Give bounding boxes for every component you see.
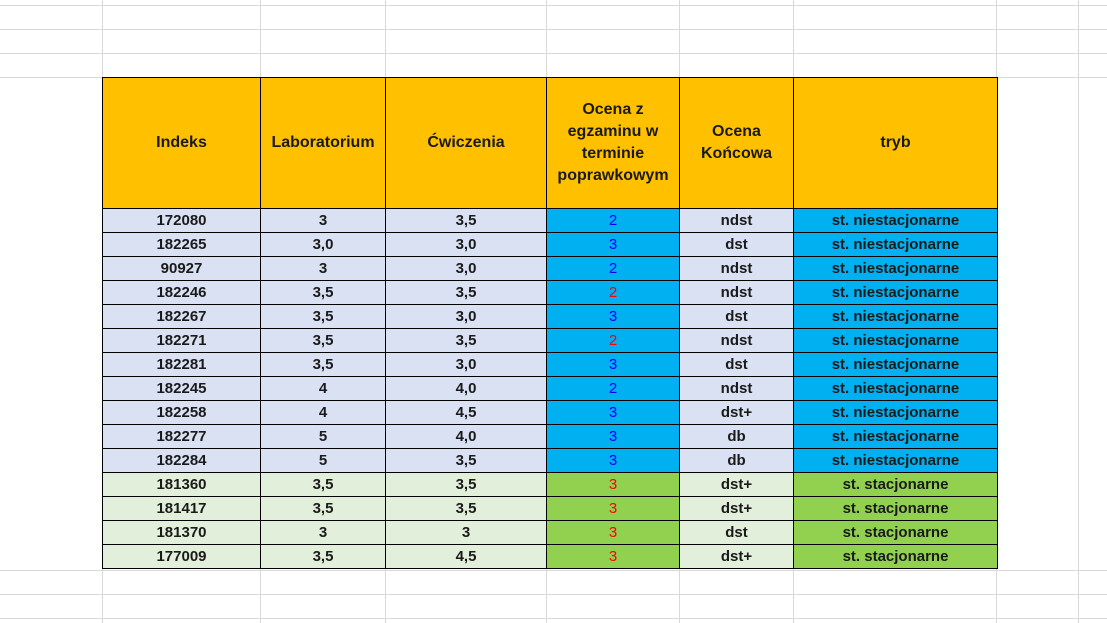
indeks-cell[interactable]: 181370 bbox=[103, 521, 261, 545]
exam-grade-cell[interactable]: 3 bbox=[547, 497, 680, 521]
laboratorium-cell[interactable]: 3,5 bbox=[261, 353, 386, 377]
tryb-cell[interactable]: st. niestacjonarne bbox=[794, 233, 998, 257]
tryb-cell[interactable]: st. niestacjonarne bbox=[794, 401, 998, 425]
indeks-cell[interactable]: 177009 bbox=[103, 545, 261, 569]
cwiczenia-cell[interactable]: 4,0 bbox=[386, 425, 547, 449]
exam-grade-cell[interactable]: 3 bbox=[547, 305, 680, 329]
header-laboratorium[interactable]: Laboratorium bbox=[261, 78, 386, 209]
laboratorium-cell[interactable]: 3 bbox=[261, 209, 386, 233]
header-indeks[interactable]: Indeks bbox=[103, 78, 261, 209]
cwiczenia-cell[interactable]: 3,5 bbox=[386, 449, 547, 473]
exam-grade-cell[interactable]: 3 bbox=[547, 545, 680, 569]
table-row bbox=[103, 425, 998, 449]
header-row bbox=[103, 78, 998, 209]
final-grade-cell[interactable]: dst bbox=[680, 521, 794, 545]
final-grade-cell[interactable]: db bbox=[680, 425, 794, 449]
exam-grade-cell[interactable]: 2 bbox=[547, 329, 680, 353]
table-row bbox=[103, 521, 998, 545]
laboratorium-cell[interactable]: 3,5 bbox=[261, 305, 386, 329]
indeks-cell[interactable]: 182271 bbox=[103, 329, 261, 353]
cwiczenia-cell[interactable]: 3,5 bbox=[386, 473, 547, 497]
header-exam-grade[interactable]: Ocena z egzaminu w terminie poprawkowym bbox=[547, 78, 680, 209]
cwiczenia-cell[interactable]: 3 bbox=[386, 521, 547, 545]
final-grade-cell[interactable]: dst+ bbox=[680, 497, 794, 521]
final-grade-cell[interactable]: db bbox=[680, 449, 794, 473]
exam-grade-cell[interactable]: 3 bbox=[547, 473, 680, 497]
tryb-cell[interactable]: st. niestacjonarne bbox=[794, 281, 998, 305]
tryb-cell[interactable]: st. niestacjonarne bbox=[794, 329, 998, 353]
table-row bbox=[103, 353, 998, 377]
tryb-cell[interactable]: st. stacjonarne bbox=[794, 521, 998, 545]
indeks-cell[interactable]: 90927 bbox=[103, 257, 261, 281]
table-row bbox=[103, 329, 998, 353]
table-row bbox=[103, 305, 998, 329]
table-row bbox=[103, 473, 998, 497]
laboratorium-cell[interactable]: 5 bbox=[261, 425, 386, 449]
tryb-cell[interactable]: st. niestacjonarne bbox=[794, 305, 998, 329]
tryb-cell[interactable]: st. niestacjonarne bbox=[794, 425, 998, 449]
laboratorium-cell[interactable]: 3,5 bbox=[261, 545, 386, 569]
header-final-grade[interactable]: Ocena Końcowa bbox=[680, 78, 794, 209]
laboratorium-cell[interactable]: 3,5 bbox=[261, 473, 386, 497]
table-row bbox=[103, 449, 998, 473]
final-grade-cell[interactable]: dst bbox=[680, 305, 794, 329]
tryb-cell[interactable]: st. niestacjonarne bbox=[794, 449, 998, 473]
final-grade-cell[interactable]: dst+ bbox=[680, 401, 794, 425]
laboratorium-cell[interactable]: 4 bbox=[261, 401, 386, 425]
cwiczenia-cell[interactable]: 4,5 bbox=[386, 401, 547, 425]
cwiczenia-cell[interactable]: 3,0 bbox=[386, 233, 547, 257]
indeks-cell[interactable]: 181360 bbox=[103, 473, 261, 497]
table-row bbox=[103, 257, 998, 281]
laboratorium-cell[interactable]: 3 bbox=[261, 521, 386, 545]
tryb-cell[interactable]: st. stacjonarne bbox=[794, 545, 998, 569]
tryb-cell[interactable]: st. stacjonarne bbox=[794, 497, 998, 521]
exam-grade-cell[interactable]: 3 bbox=[547, 425, 680, 449]
laboratorium-cell[interactable]: 3,5 bbox=[261, 497, 386, 521]
indeks-cell[interactable]: 172080 bbox=[103, 209, 261, 233]
final-grade-cell[interactable]: dst+ bbox=[680, 545, 794, 569]
cwiczenia-cell[interactable]: 4,0 bbox=[386, 377, 547, 401]
laboratorium-cell[interactable]: 3,5 bbox=[261, 281, 386, 305]
tryb-cell[interactable]: st. niestacjonarne bbox=[794, 257, 998, 281]
tryb-cell[interactable]: st. niestacjonarne bbox=[794, 209, 998, 233]
cwiczenia-cell[interactable]: 3,5 bbox=[386, 209, 547, 233]
exam-grade-cell[interactable]: 3 bbox=[547, 353, 680, 377]
final-grade-cell[interactable]: dst+ bbox=[680, 473, 794, 497]
laboratorium-cell[interactable]: 3 bbox=[261, 257, 386, 281]
indeks-cell[interactable]: 182284 bbox=[103, 449, 261, 473]
cwiczenia-cell[interactable]: 4,5 bbox=[386, 545, 547, 569]
table-row bbox=[103, 233, 998, 257]
grades-table bbox=[102, 77, 998, 569]
cwiczenia-cell[interactable]: 3,0 bbox=[386, 353, 547, 377]
tryb-cell[interactable]: st. stacjonarne bbox=[794, 473, 998, 497]
table-row bbox=[103, 281, 998, 305]
table-row bbox=[103, 209, 998, 233]
cwiczenia-cell[interactable]: 3,0 bbox=[386, 257, 547, 281]
indeks-cell[interactable]: 181417 bbox=[103, 497, 261, 521]
header-cwiczenia[interactable]: Ćwiczenia bbox=[386, 78, 547, 209]
final-grade-cell[interactable]: dst bbox=[680, 353, 794, 377]
indeks-cell[interactable]: 182245 bbox=[103, 377, 261, 401]
header-tryb[interactable]: tryb bbox=[794, 78, 998, 209]
cwiczenia-cell[interactable]: 3,5 bbox=[386, 329, 547, 353]
indeks-cell[interactable]: 182267 bbox=[103, 305, 261, 329]
exam-grade-cell[interactable]: 3 bbox=[547, 233, 680, 257]
final-grade-cell[interactable]: ndst bbox=[680, 281, 794, 305]
laboratorium-cell[interactable]: 5 bbox=[261, 449, 386, 473]
laboratorium-cell[interactable]: 4 bbox=[261, 377, 386, 401]
table-row bbox=[103, 497, 998, 521]
final-grade-cell[interactable]: ndst bbox=[680, 377, 794, 401]
exam-grade-cell[interactable]: 3 bbox=[547, 401, 680, 425]
cwiczenia-cell[interactable]: 3,5 bbox=[386, 281, 547, 305]
exam-grade-cell[interactable]: 3 bbox=[547, 449, 680, 473]
exam-grade-cell[interactable]: 2 bbox=[547, 209, 680, 233]
tryb-cell[interactable]: st. niestacjonarne bbox=[794, 377, 998, 401]
final-grade-cell[interactable]: dst bbox=[680, 233, 794, 257]
cwiczenia-cell[interactable]: 3,5 bbox=[386, 497, 547, 521]
indeks-cell[interactable]: 182258 bbox=[103, 401, 261, 425]
exam-grade-cell[interactable]: 2 bbox=[547, 257, 680, 281]
cwiczenia-cell[interactable]: 3,0 bbox=[386, 305, 547, 329]
indeks-cell[interactable]: 182246 bbox=[103, 281, 261, 305]
exam-grade-cell[interactable]: 3 bbox=[547, 521, 680, 545]
indeks-cell[interactable]: 182277 bbox=[103, 425, 261, 449]
laboratorium-cell[interactable]: 3,5 bbox=[261, 329, 386, 353]
final-grade-cell[interactable]: ndst bbox=[680, 209, 794, 233]
final-grade-cell[interactable]: ndst bbox=[680, 257, 794, 281]
table-row bbox=[103, 401, 998, 425]
table-row bbox=[103, 545, 998, 569]
indeks-cell[interactable]: 182265 bbox=[103, 233, 261, 257]
indeks-cell[interactable]: 182281 bbox=[103, 353, 261, 377]
final-grade-cell[interactable]: ndst bbox=[680, 329, 794, 353]
exam-grade-cell[interactable]: 2 bbox=[547, 281, 680, 305]
laboratorium-cell[interactable]: 3,0 bbox=[261, 233, 386, 257]
tryb-cell[interactable]: st. niestacjonarne bbox=[794, 353, 998, 377]
table-row bbox=[103, 377, 998, 401]
exam-grade-cell[interactable]: 2 bbox=[547, 377, 680, 401]
